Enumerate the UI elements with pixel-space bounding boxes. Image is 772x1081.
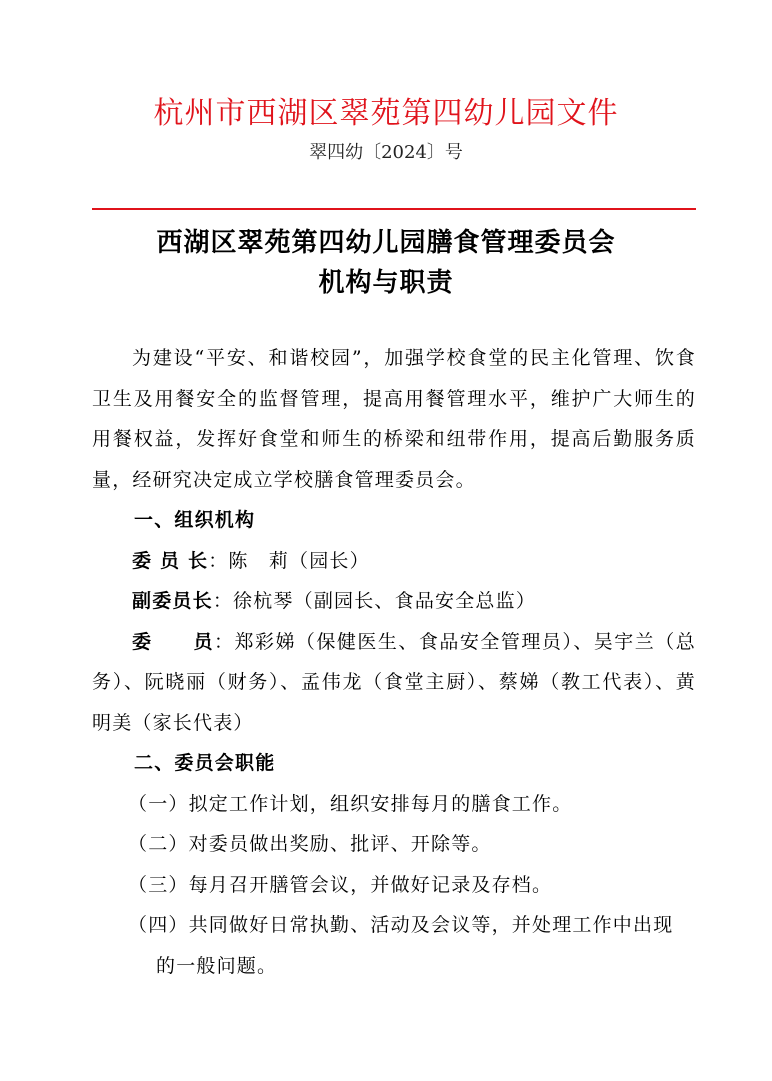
- duty-item-2: （二）对委员做出奖励、批评、开除等。: [128, 833, 492, 855]
- duty-item-1: （一）拟定工作计划，组织安排每月的膳食工作。: [128, 792, 573, 815]
- duty-item-4-text: （四）共同做好日常执勤、活动及会议等，并处理工作中出现: [128, 914, 674, 936]
- duty-item-4-continuation: 的一般问题。: [156, 954, 278, 977]
- section-heading-organization: 一、组织机构: [134, 509, 256, 531]
- deputy-value: ：徐杭琴（副园长、食品安全总监）: [212, 590, 537, 612]
- deputy-label: 副委员长: [132, 590, 213, 612]
- red-divider: [92, 208, 696, 210]
- document-number: 翠四幼〔2024〕号: [309, 142, 463, 163]
- duty-item-4: [92, 905, 696, 986]
- section-heading-duties: 二、委员会职能: [134, 752, 276, 774]
- members-line: [92, 622, 696, 744]
- main-title-line2: 机构与职责: [318, 268, 454, 298]
- director-value: ：陈 莉（园长）: [208, 549, 370, 572]
- duty-item-3: （三）每月召开膳管会议，并做好记录及存档。: [128, 873, 553, 896]
- main-title-line1: 西湖区翠苑第四幼儿园膳食管理委员会: [156, 228, 616, 258]
- members-label: 委 员: [132, 630, 214, 653]
- intro-paragraph: 为建设“平安、和谐校园”，加强学校食堂的民主化管理、饮食卫生及用餐安全的监督管理，提高用餐管理水平，维护广大师生的用餐权益，发挥好食堂和师生的桥梁和纽带作用，提高后勤服务质量，经研究决定成立学校膳食管理委员会。: [92, 347, 696, 491]
- director-line: [92, 541, 696, 582]
- director-label: 委 员 长: [132, 549, 209, 572]
- org-file-title: 杭州市西湖区翠苑第四幼儿园文件: [153, 96, 619, 131]
- deputy-line: [92, 581, 696, 622]
- members-value: ：郑彩娣（保健医生、食品安全管理员）、吴宇兰（总务）、阮晓丽（财务）、孟伟龙（食堂主厨）、蔡娣（教工代表）、黄明美（家长代表）: [92, 630, 696, 734]
- document-body: [92, 338, 696, 986]
